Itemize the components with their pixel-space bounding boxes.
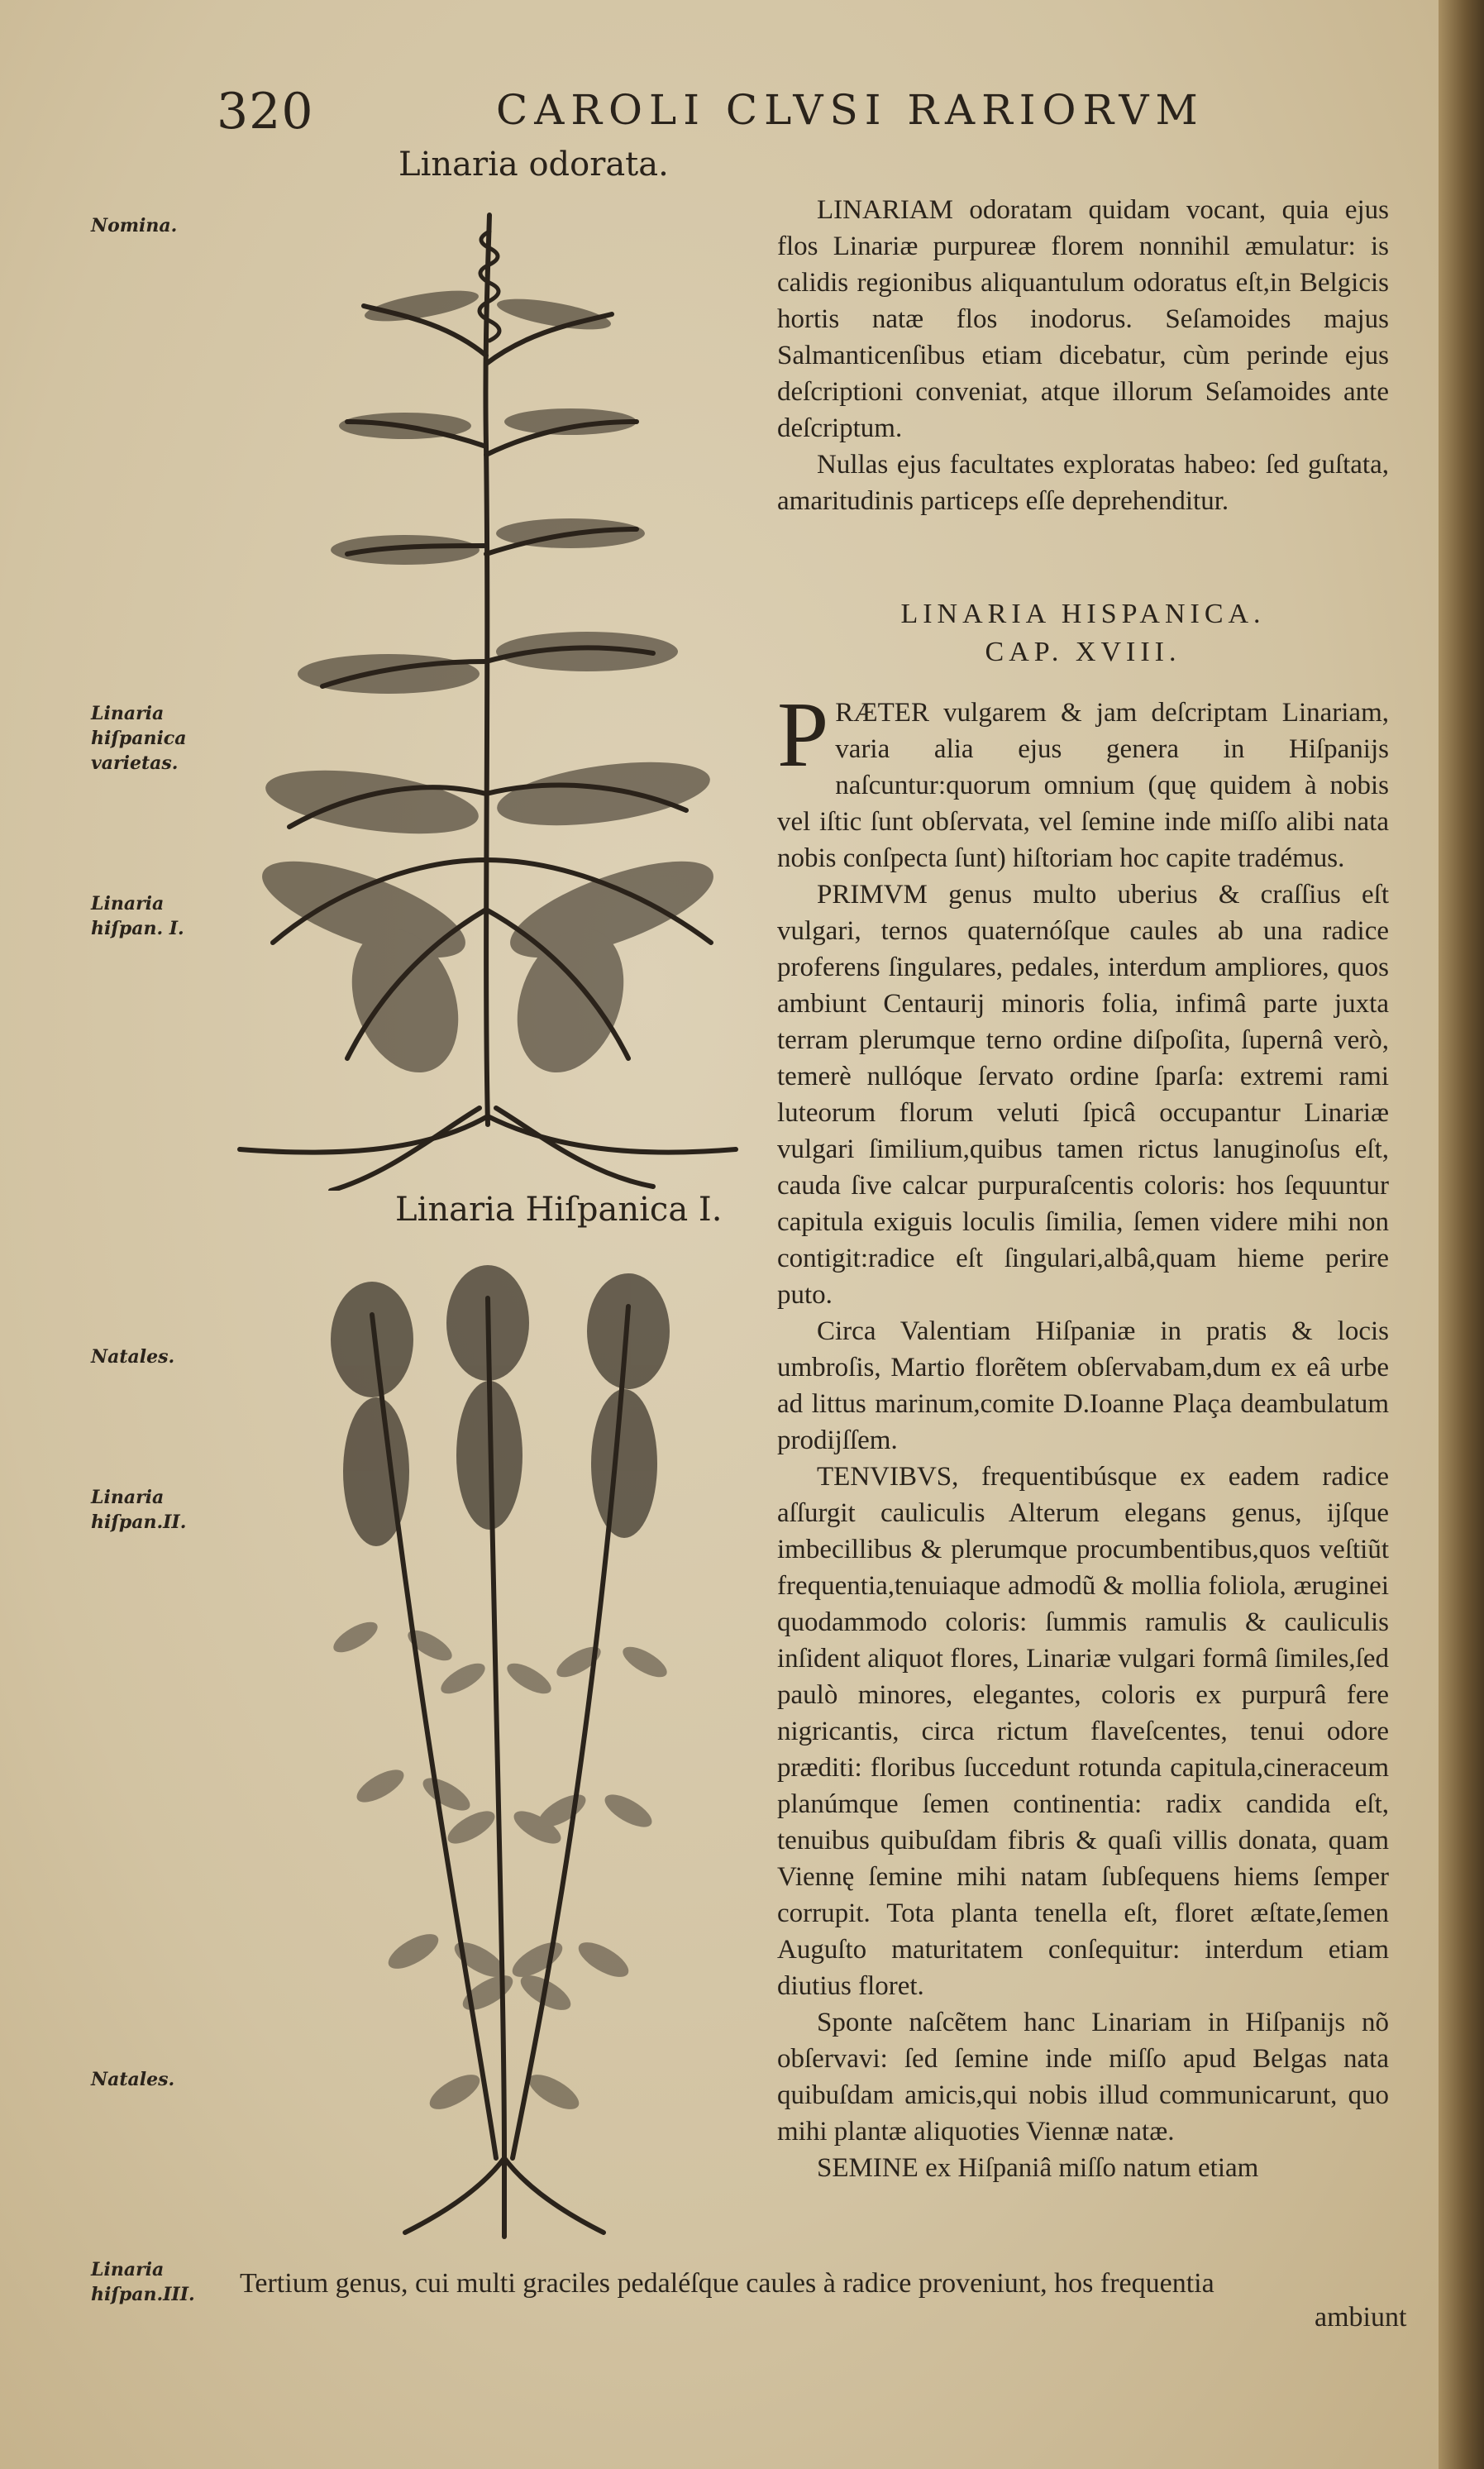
paragraph: PRIMVM genus multo uberius & craſſius eſt vulgari, ternos quaternóſque caules ab una radice proferens ſingulares, pedales, interdum ampliores, quos ambiunt Centaurij minoris folia, infimâ parte juxta terram plerumque terno ordine diſpoſita, ſupernâ verò, temerè nullóque ſervato ordine ſparſa: extremi rami luteorum florum veluti ſpicâ occupantur Linariæ vulgari ſimilium,quibus tamen rictus lanuginoſus eſt, cauda ſive calcar purpuraſcentis coloris: hos ſequuntur capitula exiguis loculis ſimilia, ſemen videre mihi non contigit:radice eſt ſingulari,albâ,quam hieme perire puto. xyxy=(777,880,1389,1310)
margin-note-varietas: Linaria hiſpanica varietas. xyxy=(91,703,187,774)
running-title: CAROLI CLVSI RARIORVM xyxy=(496,86,1205,134)
margin-note-hispan-1: Linaria hiſpan. I. xyxy=(91,893,184,939)
figure-caption-linaria-hispanica: Linaria Hiſpanica I. xyxy=(395,1191,723,1229)
paragraph: TENVIBVS, frequentibúsque ex eadem radice aſſurgit cauliculis Alterum elegans genus, ijſque imbecillibus & plerumque procumbentibus,quos veſtiũt frequentia,tenuiaque admodũ & mollia foliola, æruginei quodammodo coloris: ſummis ramulis & cauliculis inſident aliquot flores, Linariæ vulgari formâ ſimiles,ſed paulò minores, elegantes, coloris ex purpurâ fere nigricantis, circa rictum flaveſcentes, tenui odore præditi: floribus ſuccedunt rotunda capitula,cineraceum planúmque ſemen continentia: radix candida eſt, tenuibus quibuſdam fibris & quaſi villis donata, quam Viennę ſemine mihi natam ſubſequens hiems ſemper corrupit. Tota planta tenella eſt, floret æſtate,ſemen Auguſto maturitatem conſequitur: interdum etiam diutius floret. xyxy=(777,1462,1389,2001)
section-hispanica-text xyxy=(777,684,1389,2186)
book-spine xyxy=(1439,0,1484,2469)
margin-note-hispan-2: Linaria hiſpan.II. xyxy=(91,1487,187,1533)
paragraph: Sponte naſcẽtem hanc Linariam in Hiſpanijs nõ obſervavi: ſed ſemine inde miſſo apud Belgas nata quibuſdam amicis,qui nobis illud communicarunt, quo mihi plantæ aliquoties Viennæ natæ. xyxy=(777,2008,1389,2147)
paragraph: Circa Valentiam Hiſpaniæ in pratis & locis umbroſis, Martio florẽtem obſervabam,dum ex eâ urbe ad littus marinum,comite D.Ioanne Plaça deambulatum prodijſſem. xyxy=(777,1316,1389,1455)
drop-cap: P xyxy=(777,684,829,786)
paragraph: LINARIAM odoratam quidam vocant, quia ejus flos Linariæ purpureæ florem nonnihil æmulatur: is calidis regionibus aliquantulum odoratus eſt,in Belgicis hortis natæ flos inodorus. Seſamoides majus Salmanticenſibus etiam dicebatur, cùm perinde ejus deſcriptioni conveniat, atque illorum Seſamoides ante deſcriptum. xyxy=(777,195,1389,443)
paragraph: SEMINE ex Hiſpaniâ miſſo natum etiam xyxy=(817,2153,1259,2183)
figure-caption-linaria-odorata: Linaria odorata. xyxy=(398,146,669,184)
woodcut-linaria-hispanica xyxy=(298,1249,711,2241)
section-odorata-text xyxy=(777,192,1389,519)
chapter-number: CAP. XVIII. xyxy=(985,637,1181,667)
margin-note-nomina: Nomina. xyxy=(91,215,178,236)
paragraph-first-text: RÆTER vulgarem & jam deſcriptam Linariam, varia alia ejus genera in Hiſpanijs naſcuntur:quorum omnium (quę quidem à nobis vel iſtic ſunt obſervata, vel ſemine inde miſſo alibi nata nobis conſpecta ſunt) hiſtoriam hoc capite tradémus. xyxy=(777,698,1389,873)
paragraph: Nullas ejus facultates exploratas habeo: ſed guſtata, amaritudinis particeps eſſe deprehenditur. xyxy=(777,450,1389,516)
paragraph-first xyxy=(777,684,1389,876)
footer-line: Tertium genus, cui multi graciles pedaléſque caules à radice proveniunt, hos frequentia xyxy=(240,2268,1214,2299)
margin-note-natales-1: Natales. xyxy=(91,1346,175,1368)
margin-note-natales-2: Natales. xyxy=(91,2069,175,2090)
chapter-heading xyxy=(777,595,1389,671)
chapter-title: LINARIA HISPANICA. xyxy=(900,599,1266,629)
woodcut-linaria-odorata xyxy=(223,198,752,1191)
margin-note-hispan-3: Linaria hiſpan.III. xyxy=(91,2259,195,2305)
catchword: ambiunt xyxy=(1315,2302,1407,2333)
page-number: 320 xyxy=(217,83,314,141)
